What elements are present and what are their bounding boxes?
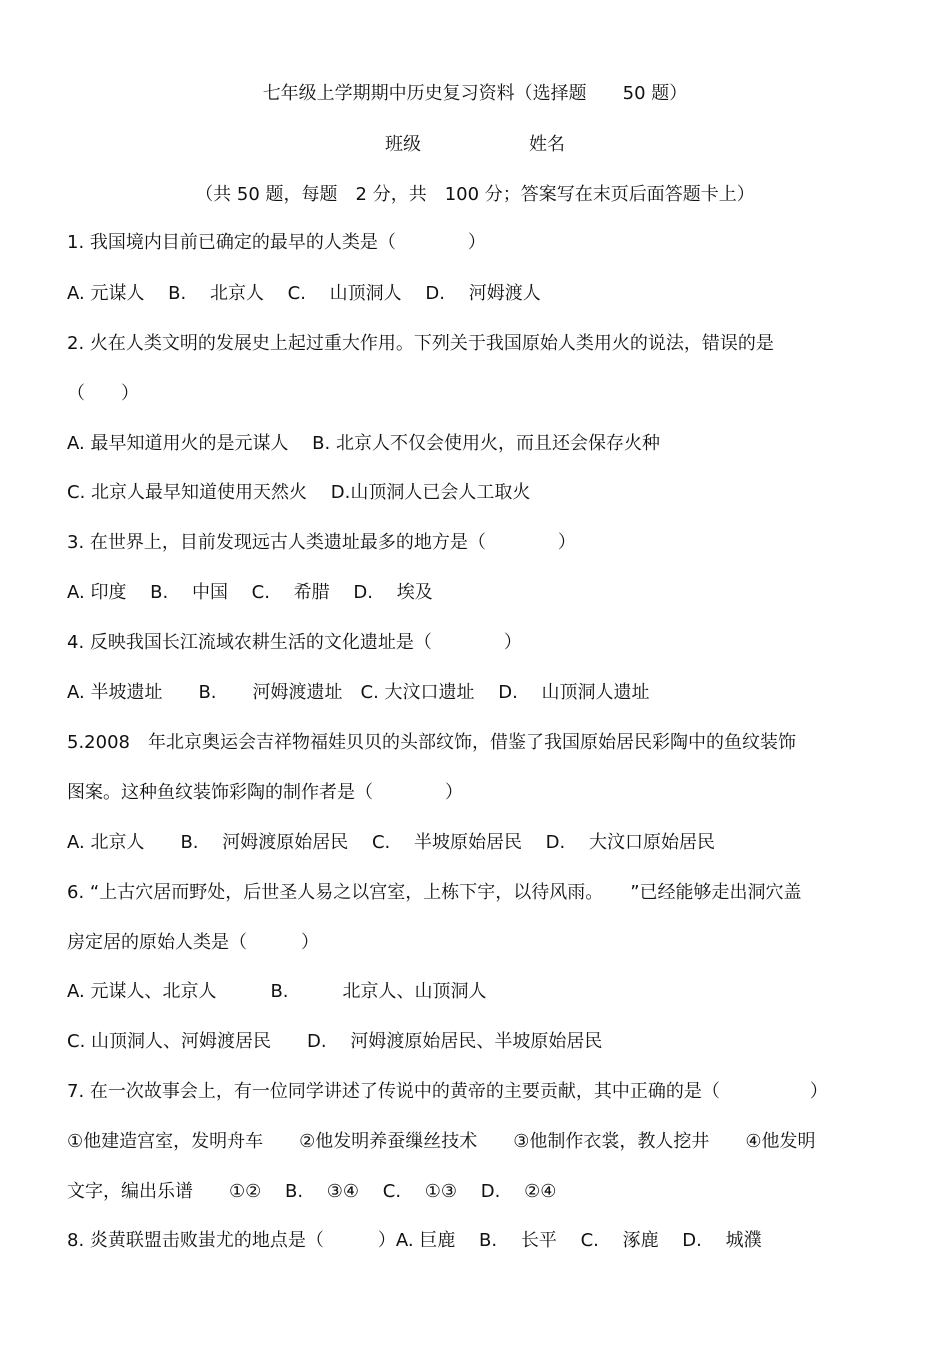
question-1-options: A. 元谋人 B. 北京人 C. 山顶洞人 D. 河姆渡人 <box>67 283 541 304</box>
question-7-options: 文字，编出乐谱 ①② B. ③④ C. ①③ D. ②④ <box>67 1181 557 1202</box>
document-title: 七年级上学期期中历史复习资料（选择题 50 题） <box>262 83 688 104</box>
question-4-options: A. 半坡遗址 B. 河姆渡遗址 C. 大汶口遗址 D. 山顶洞人遗址 <box>67 682 650 703</box>
question-4: 4. 反映我国长江流域农耕生活的文化遗址是（ ） <box>67 632 522 653</box>
question-8: 8. 炎黄联盟击败蚩尤的地点是（ ）A. 巨鹿 B. 长平 C. 涿鹿 D. 城濮 <box>67 1230 762 1251</box>
question-7: 7. 在一次故事会上，有一位同学讲述了传说中的黄帝的主要贡献，其中正确的是（ ） <box>67 1081 828 1102</box>
class-name-line: 班级 姓名 <box>385 134 565 155</box>
question-5-continued: 图案。这种鱼纹装饰彩陶的制作者是（ ） <box>67 782 463 803</box>
question-3-options: A. 印度 B. 中国 C. 希腊 D. 埃及 <box>67 582 433 603</box>
question-2-options-cd: C. 北京人最早知道使用天然火 D.山顶洞人已会人工取火 <box>67 482 531 503</box>
question-7-statements: ①他建造宫室，发明舟车 ②他发明养蚕缫丝技术 ③他制作衣裳，教人挖井 ④他发明 <box>67 1131 816 1152</box>
question-6: 6. “上古穴居而野处，后世圣人易之以宫室，上栋下宇，以待风雨。 ”已经能够走出洞穴盖 <box>67 882 802 903</box>
question-6-options-cd: C. 山顶洞人、河姆渡居民 D. 河姆渡原始居民、半坡原始居民 <box>67 1031 603 1052</box>
question-6-options-ab: A. 元谋人、北京人 B. 北京人、山顶洞人 <box>67 981 487 1002</box>
question-5-options: A. 北京人 B. 河姆渡原始居民 C. 半坡原始居民 D. 大汶口原始居民 <box>67 832 715 853</box>
question-2-blank: （ ） <box>67 383 139 404</box>
question-2: 2. 火在人类文明的发展史上起过重大作用。下列关于我国原始人类用火的说法，错误的是 <box>67 333 774 354</box>
instructions: （共 50 题，每题 2 分，共 100 分；答案写在末页后面答题卡上） <box>195 184 755 205</box>
question-1: 1. 我国境内目前已确定的最早的人类是（ ） <box>67 232 486 253</box>
question-3: 3. 在世界上，目前发现远古人类遗址最多的地方是（ ） <box>67 532 576 553</box>
question-6-continued: 房定居的原始人类是（ ） <box>67 932 319 953</box>
question-2-options-ab: A. 最早知道用火的是元谋人 B. 北京人不仅会使用火，而且还会保存火种 <box>67 433 660 454</box>
question-5: 5.2008 年北京奥运会吉祥物福娃贝贝的头部纹饰，借鉴了我国原始居民彩陶中的鱼纹装饰 <box>67 732 796 753</box>
